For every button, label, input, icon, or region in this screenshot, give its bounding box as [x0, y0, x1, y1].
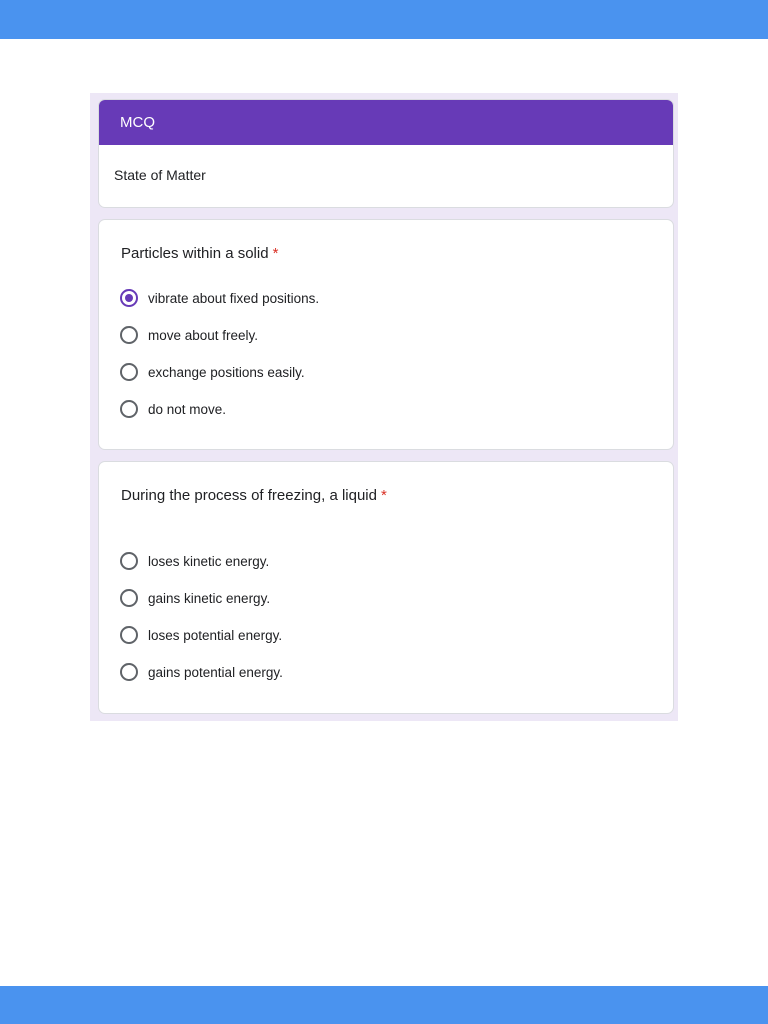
required-asterisk: * [380, 487, 387, 504]
option-label: move about freely. [148, 327, 259, 343]
radio-button[interactable] [120, 626, 138, 644]
option-label: vibrate about fixed positions. [148, 290, 320, 306]
radio-button[interactable] [120, 326, 138, 344]
option-label: exchange positions easily. [148, 364, 305, 380]
question-title [121, 487, 387, 504]
option-label: loses kinetic energy. [148, 553, 270, 569]
required-asterisk: * [272, 245, 279, 262]
radio-option[interactable] [120, 324, 258, 346]
radio-option[interactable] [120, 624, 282, 646]
form-title: MCQ [99, 100, 673, 145]
top-banner [0, 0, 768, 39]
radio-option[interactable] [120, 287, 319, 309]
radio-button[interactable] [120, 589, 138, 607]
bottom-banner [0, 986, 768, 1024]
option-label: loses potential energy. [148, 627, 283, 643]
radio-button[interactable] [120, 663, 138, 681]
form-header-card [98, 99, 674, 208]
option-label: gains kinetic energy. [148, 590, 271, 606]
radio-option[interactable] [120, 361, 305, 383]
radio-option[interactable] [120, 587, 270, 609]
radio-button[interactable] [120, 552, 138, 570]
radio-option[interactable] [120, 398, 226, 420]
form-description: State of Matter [114, 167, 206, 183]
question-card-1 [98, 219, 674, 450]
radio-button-selected[interactable] [120, 289, 138, 307]
question-text: Particles within a solid [121, 245, 269, 262]
radio-option[interactable] [120, 550, 269, 572]
option-label: do not move. [148, 401, 227, 417]
option-label: gains potential energy. [148, 664, 283, 680]
question-title [121, 245, 278, 262]
radio-button[interactable] [120, 363, 138, 381]
question-text: During the process of freezing, a liquid [121, 487, 377, 504]
form-container [90, 93, 678, 721]
radio-button[interactable] [120, 400, 138, 418]
radio-option[interactable] [120, 661, 283, 683]
question-card-2 [98, 461, 674, 714]
